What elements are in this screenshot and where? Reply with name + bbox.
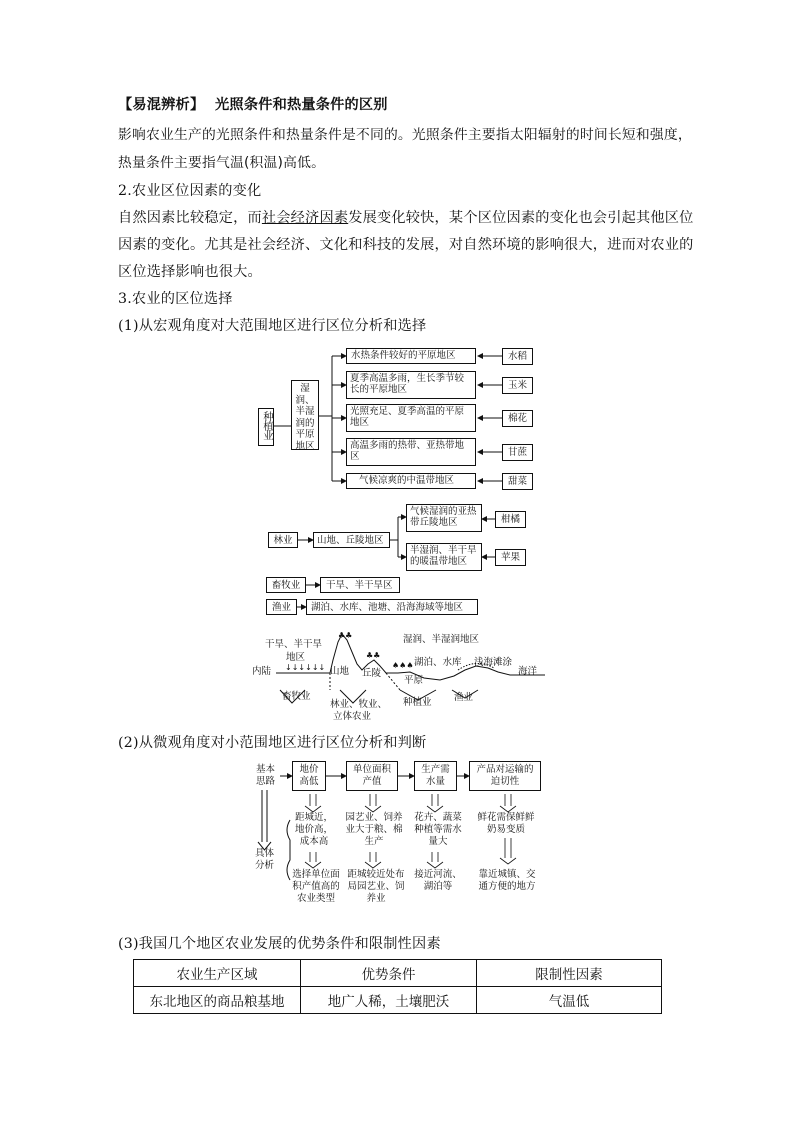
- result-1: 选择单位面积产值高的农业类型: [292, 869, 340, 904]
- profile-mountain: 山地: [330, 666, 350, 677]
- hill-trees: ♣♣: [366, 651, 381, 660]
- result-2: 距城较近处布局园艺业、饲养业: [347, 869, 405, 904]
- section2-line-2: 因素的变化。尤其是社会经济、文化和科技的发展，对自然环境的影响很大，进而对农业的: [118, 237, 694, 253]
- waters-box: 湖泊、水库、池塘、沿海海域等地区: [306, 599, 478, 615]
- analysis-4: 鲜花需保鲜鲜奶易变质: [477, 812, 535, 835]
- forest-region-2: 半湿润、半干旱的暖温带地区: [406, 543, 482, 571]
- table-cell: 气温低: [477, 987, 662, 1014]
- note-line-1: 影响农业生产的光照条件和热量条件是不同的。光照条件主要指太阳辐射的时间长短和强度，: [118, 127, 692, 143]
- factor-unit-output: 单位面积产值: [346, 761, 398, 791]
- region-box-2: 夏季高温多雨，生长季节较长的平原地区: [346, 371, 476, 399]
- section2-line-3: 区位选择影响也很大。: [118, 264, 262, 280]
- profile-planting: 种植业: [403, 697, 432, 708]
- profile-inland: 内陆: [252, 666, 272, 677]
- profile-hill: 丘陵: [362, 668, 382, 679]
- crop-rice: 水稻: [502, 348, 533, 365]
- table-row: [134, 987, 662, 1014]
- crop-icons: ♠♠♠: [392, 661, 414, 670]
- analysis-1: 距城近，地价高，成本高: [294, 812, 333, 847]
- plain-box: 湿润、半湿润的平原地区: [291, 380, 319, 450]
- specific-analysis: 具体分析: [255, 848, 275, 871]
- factor-land-price: 地价高低: [292, 761, 326, 791]
- analysis-2: 园艺业、饲养业大于粮、棉生产: [345, 812, 403, 847]
- table-header-row: [134, 960, 662, 987]
- crop-cotton: 棉花: [502, 410, 533, 427]
- analysis-3: 花卉、蔬菜种植等需水量大: [414, 812, 462, 847]
- fruit-apple: 苹果: [495, 549, 526, 566]
- s2-l1b: 发展变化较快，某个区位因素的变化也会引起其他区位: [348, 210, 694, 226]
- basic-approach: 基本思路: [256, 764, 276, 787]
- profile-humid: 湿润、半湿润地区: [403, 634, 480, 645]
- forest-region-1: 气候湿润的亚热带丘陵地区: [406, 504, 482, 532]
- profile-arid-2: 地区: [286, 652, 306, 663]
- arid-arrows: ↓↓↓↓↓↓: [285, 663, 326, 672]
- crop-corn: 玉米: [502, 377, 533, 394]
- table-cell: 东北地区的商品粮基地: [134, 987, 301, 1014]
- region-box-5: 气候凉爽的中温带地区: [346, 473, 476, 489]
- result-3: 接近河流、湖泊等: [414, 869, 462, 892]
- profile-tidal: 浅海滩涂: [474, 657, 513, 668]
- profile-pastoral: 畜牧业: [282, 691, 311, 702]
- section3-heading: 3.农业的区位选择: [118, 291, 233, 307]
- arid-box: 干旱、半干旱区: [320, 577, 400, 593]
- profile-forest: 林业、牧业、: [330, 699, 388, 710]
- crop-beet: 甜菜: [502, 473, 533, 490]
- table-header: 农业生产区域: [134, 960, 301, 987]
- forestry-box: 林业: [268, 532, 298, 548]
- fruit-citrus: 柑橘: [495, 511, 526, 528]
- planting-box: 种植业: [258, 408, 274, 446]
- hills-box: 山地、丘陵地区: [313, 532, 390, 548]
- forest-trees: ♣♣: [338, 631, 353, 640]
- profile-plain: 平原: [404, 675, 424, 686]
- table-header: 优势条件: [301, 960, 477, 987]
- result-4: 靠近城镇、交通方便的地方: [478, 869, 536, 892]
- table-cell: 地广人稀，土壤肥沃: [301, 987, 477, 1014]
- pastoral-box: 畜牧业: [266, 577, 306, 593]
- section2-heading: 2.农业区位因素的变化: [118, 183, 262, 199]
- profile-sea: 海洋: [518, 666, 538, 677]
- profile-forest-2: 立体农业: [333, 711, 372, 722]
- section3-sub2: (2)从微观角度对小范围地区进行区位分析和判断: [118, 735, 427, 751]
- note-title: 光照条件和热量条件的区别: [215, 97, 388, 113]
- note-tag: 【易混辨析】: [118, 97, 205, 113]
- factor-transport: 产品对运输的迫切性: [469, 761, 541, 791]
- fishery-box: 渔业: [266, 599, 297, 615]
- table-header: 限制性因素: [477, 960, 662, 987]
- s2-l1u: 社会经济因素: [261, 210, 349, 226]
- profile-lake: 湖泊、水库: [414, 657, 462, 668]
- region-box-1: 水热条件较好的平原地区: [346, 348, 476, 364]
- advantage-table: [133, 959, 662, 1014]
- region-box-3: 光照充足、夏季高温的平原地区: [346, 404, 476, 432]
- section3-sub1: (1)从宏观角度对大范围地区进行区位分析和选择: [118, 318, 427, 334]
- note-line-2: 热量条件主要指气温(积温)高低。: [118, 155, 326, 171]
- profile-fishery: 渔业: [454, 692, 474, 703]
- region-box-4: 高温多雨的热带、亚热带地区: [346, 438, 476, 466]
- crop-sugarcane: 甘蔗: [502, 444, 533, 461]
- section3-sub3: (3)我国几个地区农业发展的优势条件和限制性因素: [118, 936, 441, 952]
- s2-l1a: 自然因素比较稳定，而: [118, 210, 262, 226]
- factor-water-need: 生产需水量: [414, 761, 457, 791]
- profile-arid: 干旱、半干旱: [265, 639, 323, 650]
